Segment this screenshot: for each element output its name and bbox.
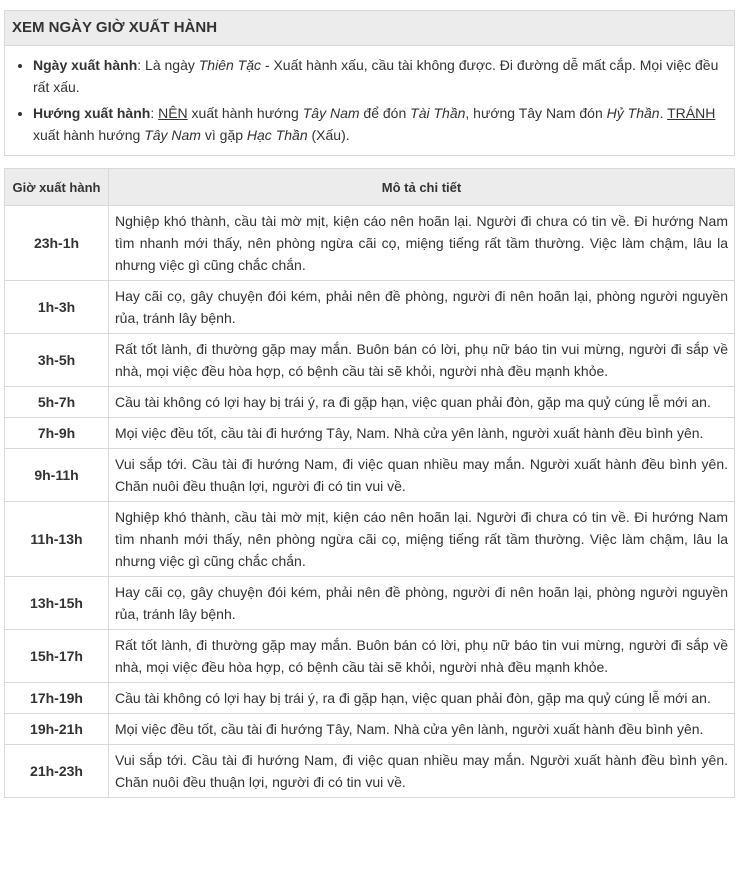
info-title: XEM NGÀY GIỜ XUẤT HÀNH (5, 11, 734, 46)
joy-god: Hỷ Thần (606, 105, 660, 121)
table-row (5, 683, 735, 714)
row-description: Vui sắp tới. Cầu tài đi hướng Nam, đi việc quan nhiều may mắn. Người xuất hành đều bình yên. Chăn nuôi đều thuận lợi, người đi có tin vui về. (109, 449, 735, 502)
table-body (5, 206, 735, 798)
day-label: Ngày xuất hành (33, 57, 138, 73)
row-time: 17h-19h (5, 683, 109, 714)
direction-text: . (659, 105, 668, 121)
good-direction: Tây Nam (302, 105, 360, 121)
row-description: Nghiệp khó thành, cầu tài mờ mịt, kiện cáo nên hoãn lại. Người đi chưa có tin về. Đi hướng Nam tìm nhanh mới thấy, nên phòng ngừa cãi cọ, miệng tiếng rất tầm thường. Việc làm chậm, lâu la nhưng việc gì cũng chắc chắn. (109, 502, 735, 577)
table-row (5, 502, 735, 577)
info-list (5, 46, 734, 155)
direction-text: xuất hành hướng (187, 105, 303, 121)
table-row (5, 334, 735, 387)
direction-label: Hướng xuất hành (33, 105, 151, 121)
day-name: Thiên Tặc (198, 57, 261, 73)
row-description: Mọi việc đều tốt, cầu tài đi hướng Tây, Nam. Nhà cửa yên lành, người xuất hành đều bình yên. (109, 714, 735, 745)
header-description: Mô tả chi tiết (109, 169, 735, 206)
crane-god: Hạc Thần (246, 127, 308, 143)
bad-direction: Tây Nam (144, 127, 201, 143)
page (4, 10, 735, 798)
direction-info-item (33, 102, 724, 146)
table-row (5, 630, 735, 683)
row-time: 7h-9h (5, 418, 109, 449)
table-row (5, 714, 735, 745)
row-time: 5h-7h (5, 387, 109, 418)
row-time: 1h-3h (5, 281, 109, 334)
nen-keyword: NÊN (158, 105, 188, 121)
table-row (5, 745, 735, 798)
table-row (5, 387, 735, 418)
table-row (5, 206, 735, 281)
day-info-item (33, 54, 724, 98)
row-description: Hay cãi cọ, gây chuyện đói kém, phải nên đề phòng, người đi nên hoãn lại, phòng người nguyền rủa, tránh lây bệnh. (109, 281, 735, 334)
row-description: Nghiệp khó thành, cầu tài mờ mịt, kiện cáo nên hoãn lại. Người đi chưa có tin về. Đi hướng Nam tìm nhanh mới thấy, nên phòng ngừa cãi cọ, miệng tiếng rất tầm thường. Việc làm chậm, lâu la nhưng việc gì cũng chắc chắn. (109, 206, 735, 281)
row-description: Cầu tài không có lợi hay bị trái ý, ra đi gặp hạn, việc quan phải đòn, gặp ma quỷ cúng lễ mới an. (109, 387, 735, 418)
header-time: Giờ xuất hành (5, 169, 109, 206)
row-time: 13h-15h (5, 577, 109, 630)
table-row (5, 577, 735, 630)
row-description: Hay cãi cọ, gây chuyện đói kém, phải nên đề phòng, người đi nên hoãn lại, phòng người nguyền rủa, tránh lây bệnh. (109, 577, 735, 630)
row-description: Rất tốt lành, đi thường gặp may mắn. Buôn bán có lời, phụ nữ báo tin vui mừng, người đi sắp về nhà, mọi việc đều hòa hợp, có bệnh cầu tài sẽ khỏi, người nhà đều mạnh khỏe. (109, 334, 735, 387)
wealth-god: Tài Thần (410, 105, 466, 121)
day-description: - Xuất hành xấu, cầu tài không được. Đi đường dễ mất cắp. Mọi việc đều rất xấu. (33, 57, 719, 95)
table-row (5, 449, 735, 502)
row-time: 11h-13h (5, 502, 109, 577)
table-row (5, 418, 735, 449)
tranh-keyword: TRÁNH (667, 105, 716, 121)
row-description: Rất tốt lành, đi thường gặp may mắn. Buôn bán có lời, phụ nữ báo tin vui mừng, người đi sắp về nhà, mọi việc đều hòa hợp, có bệnh cầu tài sẽ khỏi, người nhà đều mạnh khỏe. (109, 630, 735, 683)
row-time: 9h-11h (5, 449, 109, 502)
direction-text: để đón (359, 105, 411, 121)
table-row (5, 281, 735, 334)
row-time: 23h-1h (5, 206, 109, 281)
direction-text: xuất hành hướng (33, 127, 145, 143)
direction-text: , hướng Tây Nam đón (465, 105, 607, 121)
direction-text: vì gặp (200, 127, 247, 143)
day-colon: : Là ngày (137, 57, 199, 73)
table-header-row (5, 169, 735, 206)
departure-info-box (4, 10, 735, 156)
row-time: 15h-17h (5, 630, 109, 683)
row-description: Cầu tài không có lợi hay bị trái ý, ra đi gặp hạn, việc quan phải đòn, gặp ma quỷ cúng lễ mới an. (109, 683, 735, 714)
direction-colon: : (150, 105, 159, 121)
row-time: 3h-5h (5, 334, 109, 387)
row-description: Mọi việc đều tốt, cầu tài đi hướng Tây, Nam. Nhà cửa yên lành, người xuất hành đều bình yên. (109, 418, 735, 449)
direction-text: (Xấu). (307, 127, 350, 143)
departure-hours-table (4, 168, 735, 798)
row-time: 19h-21h (5, 714, 109, 745)
row-description: Vui sắp tới. Cầu tài đi hướng Nam, đi việc quan nhiều may mắn. Người xuất hành đều bình yên. Chăn nuôi đều thuận lợi, người đi có tin vui về. (109, 745, 735, 798)
row-time: 21h-23h (5, 745, 109, 798)
